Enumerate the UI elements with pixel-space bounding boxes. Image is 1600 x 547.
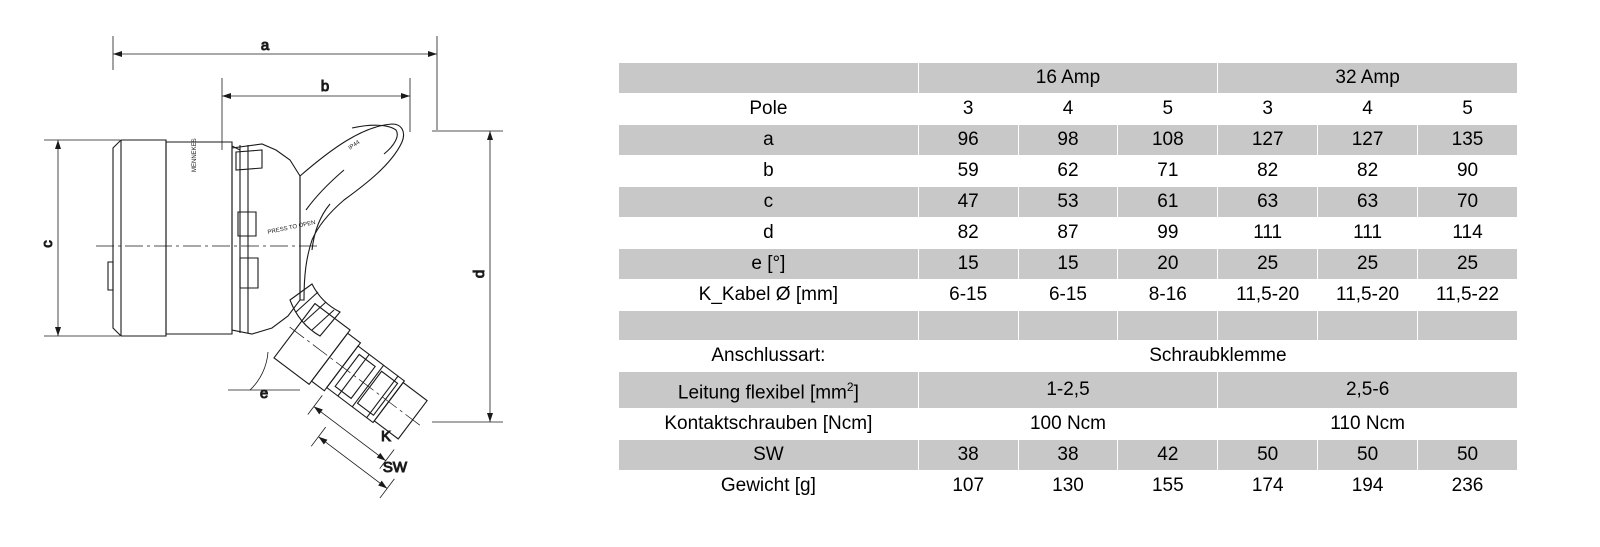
cell: 90 [1418,156,1518,187]
table-row [619,249,1518,280]
cell: 15 [1018,249,1118,280]
row-label-sw: SW [619,440,919,471]
dimension-label-b: b [320,78,330,95]
cell: 25 [1318,249,1418,280]
table-row [619,156,1518,187]
cell: 236 [1418,471,1518,502]
cell: 114 [1418,218,1518,249]
cell-kontakt-32amp: 110 Ncm [1218,409,1518,440]
cell: 174 [1218,471,1318,502]
cell: 6-15 [918,280,1018,311]
cell: 135 [1418,125,1518,156]
cell: 111 [1218,218,1318,249]
dimension-label-sw: SW [382,459,408,476]
row-label-leitung-flexibel-base: Leitung flexibel [mm [677,382,847,404]
cell: 61 [1118,187,1218,218]
cell: 11,5-20 [1318,280,1418,311]
dimension-c [44,140,120,336]
cell: 82 [918,218,1018,249]
cell: 11,5-22 [1418,280,1518,311]
table-row [619,218,1518,249]
table-row [619,471,1518,502]
table-row [619,125,1518,156]
cell: 99 [1118,218,1218,249]
cell: 50 [1418,440,1518,471]
cell: 42 [1118,440,1218,471]
cell: 25 [1418,249,1518,280]
spacer-cell [1118,311,1218,341]
cell: 5 [1118,94,1218,125]
cell-anschlussart-value: Schraubklemme [918,341,1517,372]
cell: 3 [1218,94,1318,125]
cell: 98 [1018,125,1118,156]
cell: 155 [1118,471,1218,502]
cell: 130 [1018,471,1118,502]
row-label-kabel: K_Kabel Ø [mm] [619,280,919,311]
cell: 6-15 [1018,280,1118,311]
group-header-blank [619,63,919,94]
cell: 63 [1218,187,1318,218]
brand-text: MENNEKES [192,138,198,172]
cell: 107 [918,471,1018,502]
dimension-label-d: d [471,269,488,279]
cell: 4 [1318,94,1418,125]
spacer-cell [1218,311,1318,341]
row-label-c: c [619,187,919,218]
table-row [619,440,1518,471]
press-to-open-text: PRESS TO OPEN [267,219,317,236]
ip-rating-text: IP44 [347,139,362,152]
row-label-kontaktschrauben: Kontaktschrauben [Ncm] [619,409,919,440]
cell: 71 [1118,156,1218,187]
dimension-a [113,36,437,130]
cell: 50 [1318,440,1418,471]
specification-table [618,62,1528,502]
cell: 82 [1218,156,1318,187]
cell: 70 [1418,187,1518,218]
table-row [619,280,1518,311]
table-row [619,94,1518,125]
cell: 4 [1018,94,1118,125]
row-label-b: b [619,156,919,187]
spacer-cell [1418,311,1518,341]
dimension-d [432,131,503,422]
drawing-svg [0,0,600,547]
table-row [619,341,1518,372]
dimension-label-k: K [380,428,392,445]
cell: 47 [918,187,1018,218]
row-label-leitung-flexibel-sup: 2 [846,380,854,394]
cell: 87 [1018,218,1118,249]
cable-gland [274,284,433,447]
row-label-leitung-flexibel [619,372,919,409]
connector-body [108,140,300,336]
cell: 11,5-20 [1218,280,1318,311]
row-label-pole: Pole [619,94,919,125]
dimension-label-e: e [259,385,269,402]
cell: 127 [1318,125,1418,156]
cell: 25 [1218,249,1318,280]
cell: 96 [918,125,1018,156]
cell: 53 [1018,187,1118,218]
table-group-header-row [619,63,1518,94]
dimension-label-a: a [260,37,270,54]
gland-axis [290,327,421,426]
dimension-b [222,78,410,150]
row-label-d: d [619,218,919,249]
spec-table [618,62,1518,502]
group-header-32amp: 32 Amp [1218,63,1518,94]
cell: 38 [1018,440,1118,471]
cell: 20 [1118,249,1218,280]
technical-drawing [0,0,600,547]
cell: 5 [1418,94,1518,125]
cell: 108 [1118,125,1218,156]
row-label-leitung-flexibel-tail: ] [853,382,859,404]
table-row [619,409,1518,440]
dimension-label-c: c [39,240,56,248]
table-row [619,372,1518,409]
cell-leitung-16amp: 1-2,5 [918,372,1217,409]
row-label-gewicht: Gewicht [g] [619,471,919,502]
spacer-cell [918,311,1018,341]
row-label-a: a [619,125,919,156]
cell: 63 [1318,187,1418,218]
spacer-cell [1318,311,1418,341]
cell: 59 [918,156,1018,187]
spacer-cell [1018,311,1118,341]
group-header-16amp: 16 Amp [918,63,1217,94]
row-label-e: e [°] [619,249,919,280]
cell: 50 [1218,440,1318,471]
cell: 38 [918,440,1018,471]
table-row [619,187,1518,218]
cell: 127 [1218,125,1318,156]
cell-leitung-32amp: 2,5-6 [1218,372,1518,409]
cell: 62 [1018,156,1118,187]
cell: 194 [1318,471,1418,502]
spacer-cell [619,311,919,341]
cell: 8-16 [1118,280,1218,311]
cell: 15 [918,249,1018,280]
row-label-anschlussart: Anschlussart: [619,341,919,372]
cell: 3 [918,94,1018,125]
cell: 111 [1318,218,1418,249]
cell-kontakt-16amp: 100 Ncm [918,409,1217,440]
table-spacer-row [619,311,1518,341]
cell: 82 [1318,156,1418,187]
